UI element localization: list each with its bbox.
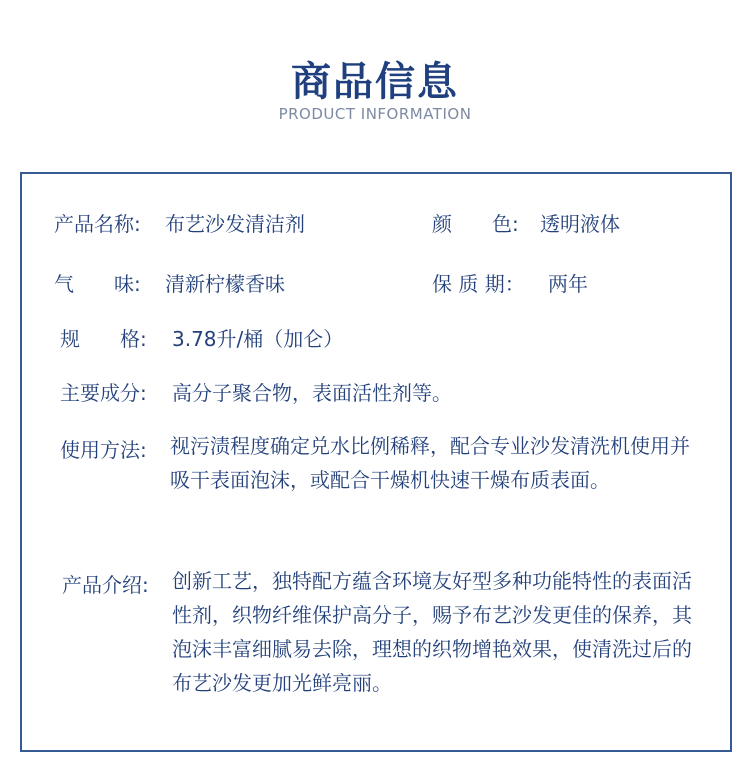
shelf-life-value: 两年 (548, 272, 588, 296)
page-subtitle: PRODUCT INFORMATION (278, 105, 472, 123)
scent-value: 清新柠檬香味 (165, 272, 285, 296)
usage-label: 使用方法: (60, 438, 147, 462)
spec-value: 3.78升/桶（加仑） (172, 327, 344, 351)
ingredients-value: 高分子聚合物，表面活性剂等。 (172, 381, 452, 405)
product-name-value: 布艺沙发清洁剂 (165, 212, 305, 236)
spec-label: 规 格: (60, 327, 147, 351)
color-value: 透明液体 (540, 212, 620, 236)
product-name-label: 产品名称: (54, 212, 141, 236)
usage-value: 视污渍程度确定兑水比例稀释，配合专业沙发清洗机使用并吸干表面泡沫，或配合干燥机快速干燥布质表面。 (170, 434, 690, 492)
intro-value: 创新工艺，独特配方蕴含环境友好型多种功能特性的表面活性剂，织物纤维保护高分子，赐予布艺沙发更佳的保养，其泡沫丰富细腻易去除，理想的织物增艳效果，使清洗过后的布艺沙发更加光鲜亮丽。 (172, 569, 692, 695)
scent-label: 气 味: (54, 272, 141, 296)
shelf-life-label: 保 质 期： (432, 272, 525, 296)
color-label: 颜 色: (432, 212, 519, 236)
ingredients-label: 主要成分: (60, 381, 147, 405)
page-title: 商品信息 (291, 59, 459, 105)
intro-label: 产品介绍: (62, 573, 149, 597)
